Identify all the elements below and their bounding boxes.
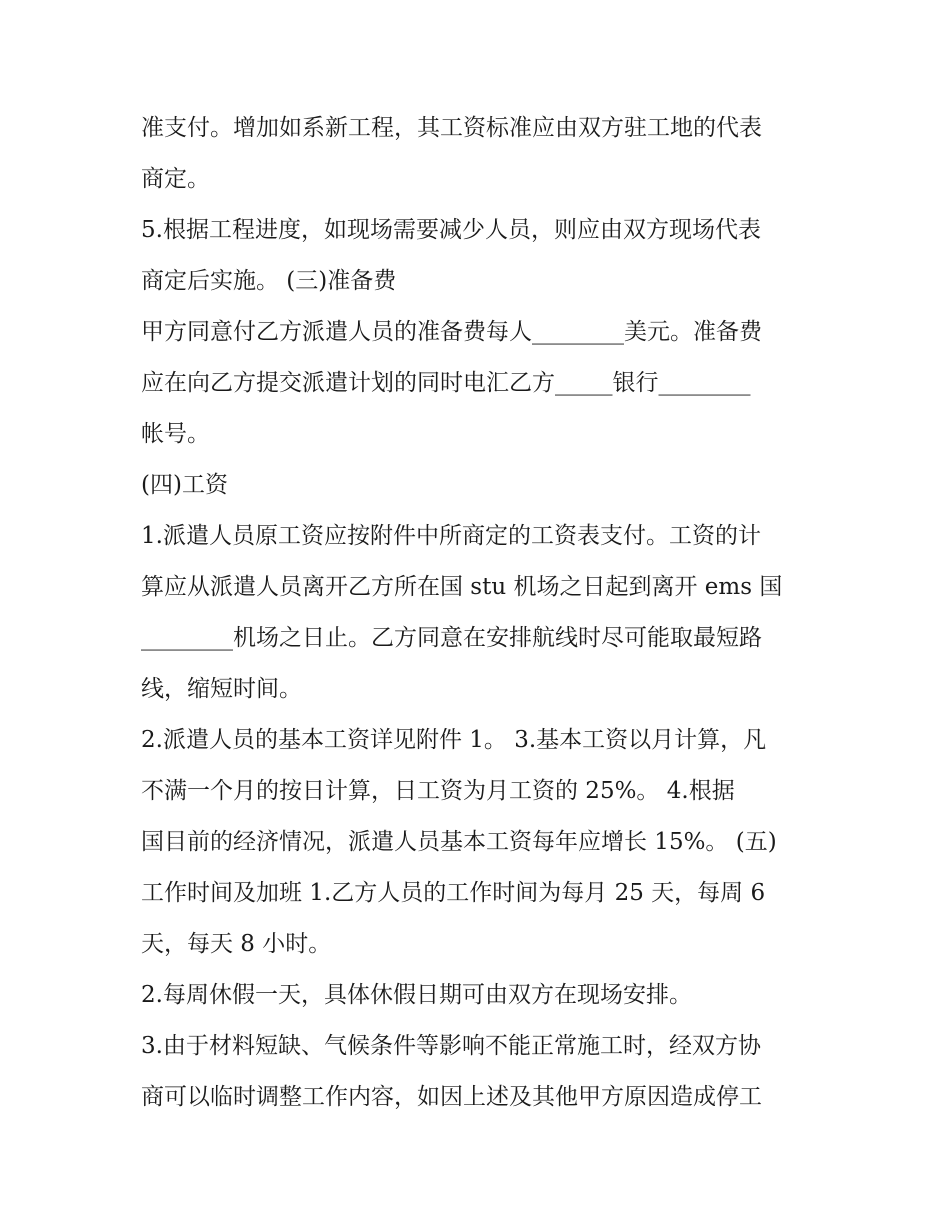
- text-line: 商定后实施。 (三)准备费: [141, 268, 397, 294]
- text-line: ________机场之日止。乙方同意在安排航线时尽可能取最短路: [141, 625, 762, 651]
- text-line: 天，每天 8 小时。: [141, 931, 332, 957]
- text-line: 准支付。增加如系新工程，其工资标准应由双方驻工地的代表: [141, 115, 762, 141]
- text-line: 2.每周休假一天，具体休假日期可由双方在现场安排。: [141, 982, 692, 1008]
- text-line: 不满一个月的按日计算，日工资为月工资的 25%。 4.根据: [141, 778, 735, 804]
- contract-text-body: [141, 103, 821, 1123]
- text-line: 商可以临时调整工作内容，如因上述及其他甲方原因造成停工: [141, 1084, 762, 1110]
- text-line: 工作时间及加班 1.乙方人员的工作时间为每月 25 天，每周 6: [141, 880, 766, 906]
- text-line: 算应从派遣人员离开乙方所在国 stu 机场之日起到离开 ems 国: [141, 574, 783, 600]
- text-line: 帐号。: [141, 421, 210, 447]
- text-line: 5.根据工程进度，如现场需要减少人员，则应由双方现场代表: [141, 217, 761, 243]
- text-line: 1.派遣人员原工资应按附件中所商定的工资表支付。工资的计: [141, 523, 761, 549]
- text-line: 应在向乙方提交派遣计划的同时电汇乙方_____银行________: [141, 370, 751, 396]
- text-line: 3.由于材料短缺、气候条件等影响不能正常施工时，经双方协: [141, 1033, 761, 1059]
- text-line: 线，缩短时间。: [141, 676, 302, 702]
- text-line: 2.派遣人员的基本工资详见附件 1。 3.基本工资以月计算，凡: [141, 727, 767, 753]
- text-line: 国目前的经济情况，派遣人员基本工资每年应增长 15%。 (五): [141, 829, 777, 855]
- text-line: 甲方同意付乙方派遣人员的准备费每人________美元。准备费: [141, 319, 762, 345]
- text-line: 商定。: [141, 166, 210, 192]
- section-heading: (四)工资: [141, 472, 228, 498]
